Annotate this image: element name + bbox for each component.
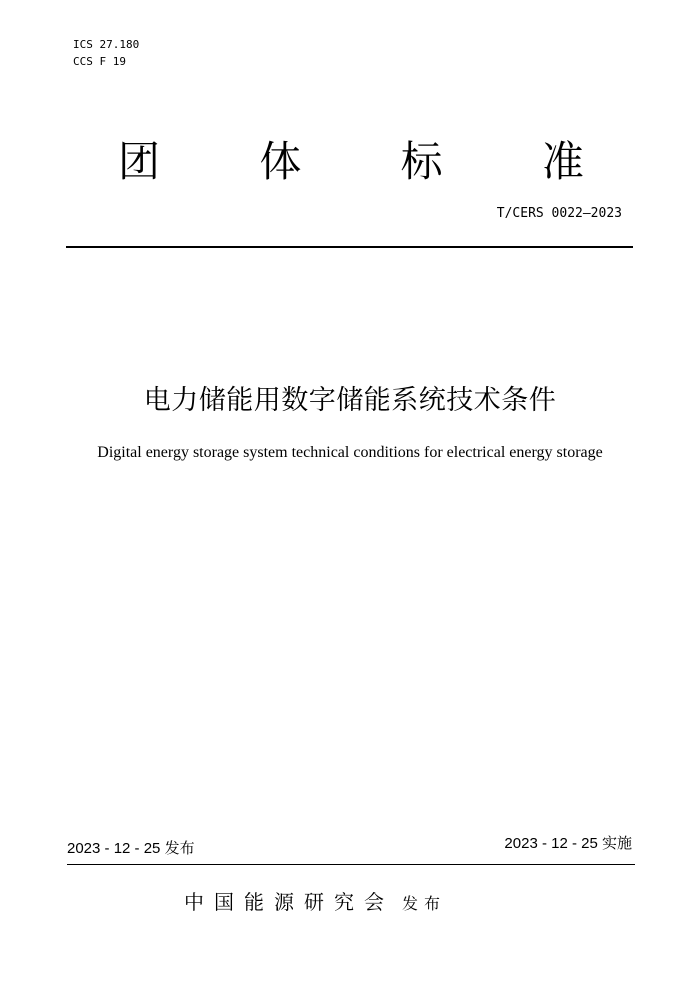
ccs-code: CCS F 19 — [73, 55, 126, 68]
document-title-chinese: 电力储能用数字储能系统技术条件 — [143, 385, 557, 416]
implementation-date: 2023 - 12 - 25 实施 — [504, 835, 632, 852]
document-title-english: Digital energy storage system technical conditions for electrical energy storage — [97, 444, 603, 461]
classification-codes — [73, 36, 139, 70]
issue-date: 2023 - 12 - 25 发布 — [67, 840, 195, 857]
standard-type-char: 标 — [400, 137, 443, 186]
publisher-action: 发布 — [402, 894, 447, 913]
publisher-organization: 中国能源研究会 — [184, 890, 394, 914]
standard-number: T/CERS 0022—2023 — [496, 206, 622, 221]
standard-type-char: 体 — [259, 137, 302, 186]
bottom-divider — [67, 864, 635, 865]
standard-type-char: 团 — [118, 137, 161, 186]
publisher-line — [184, 886, 446, 915]
standard-type-heading — [118, 136, 584, 188]
standard-type-char: 准 — [541, 137, 584, 186]
top-divider — [66, 246, 633, 248]
ics-code: ICS 27.180 — [73, 38, 140, 51]
